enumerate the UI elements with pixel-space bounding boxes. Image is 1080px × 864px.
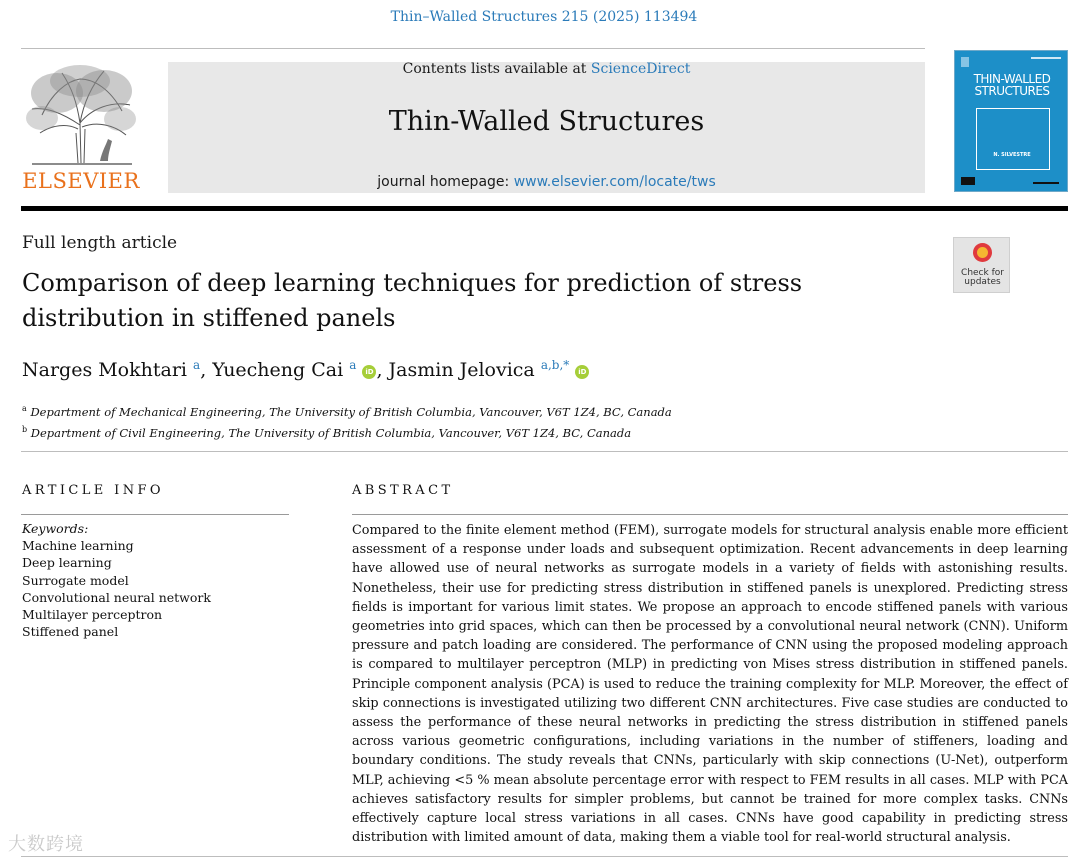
- abstract-rule: [352, 514, 1068, 515]
- header-thick-divider: [21, 206, 1068, 211]
- publisher-wordmark: ELSEVIER: [22, 169, 140, 193]
- cover-title: [955, 73, 1068, 97]
- article-title: Comparison of deep learning techniques for prediction of stress distribution in stiffened panels: [22, 269, 803, 332]
- check-updates-label: [954, 269, 1011, 287]
- cover-corner-mark: [961, 57, 969, 67]
- affiliation-text: Department of Civil Engineering, The University of British Columbia, Vancouver, V6T 1Z4, BC, Canada: [30, 425, 632, 440]
- check-for-updates-button[interactable]: [953, 237, 1010, 293]
- affiliation-item: [22, 400, 672, 421]
- article-info-heading: ARTICLE INFO: [22, 483, 164, 498]
- article-type: Full length article: [22, 233, 178, 253]
- keywords-section: [22, 520, 211, 640]
- cover-title-line1: THIN-WALLED: [973, 72, 1051, 86]
- tree-logo-icon: [22, 63, 140, 167]
- cover-publisher-mark: [961, 177, 975, 185]
- check-updates-line2: updates: [964, 277, 1001, 287]
- author-list: [22, 358, 589, 381]
- journal-homepage: [168, 174, 925, 190]
- check-updates-line1: Check for: [961, 268, 1004, 278]
- article-info-rule: [21, 514, 289, 515]
- cover-title-line2: STRUCTURES: [974, 84, 1050, 98]
- sciencedirect-link[interactable]: ScienceDirect: [590, 61, 691, 77]
- author-affiliation-mark[interactable]: a: [193, 358, 201, 372]
- affiliation-item: [22, 421, 672, 442]
- orcid-icon[interactable]: iD: [575, 365, 589, 379]
- contents-prefix: Contents lists available at: [402, 61, 587, 77]
- author-name[interactable]: Narges Mokhtari: [22, 359, 187, 381]
- keyword-item: Machine learning: [22, 538, 134, 554]
- homepage-prefix: journal homepage:: [377, 174, 510, 190]
- keyword-item: Stiffened panel: [22, 624, 119, 640]
- author-affiliation-mark[interactable]: a,b,*: [540, 358, 570, 372]
- affiliation-mark: a: [22, 404, 27, 413]
- cover-frame: [976, 108, 1050, 170]
- affiliation-text: Department of Mechanical Engineering, The University of British Columbia, Vancouver, V6T 1Z4, BC, Canada: [30, 404, 672, 419]
- footer-divider: [21, 856, 1068, 857]
- keywords-label: Keywords:: [22, 521, 89, 536]
- contents-availability: [168, 61, 925, 77]
- keyword-item: Surrogate model: [22, 572, 129, 588]
- journal-header-box: [168, 62, 925, 193]
- journal-reference[interactable]: Thin–Walled Structures 215 (2025) 113494: [390, 9, 698, 25]
- affiliation-mark: b: [22, 424, 28, 434]
- author-name[interactable]: Jasmin Jelovica: [388, 359, 535, 381]
- author-affiliation-mark[interactable]: a: [349, 358, 357, 372]
- abstract-text: Compared to the finite element method (FEM), surrogate models for structural analysis enable more efficient assessment of a response under loads and subsequent optimization. Recent advancements in deep learning have allowed use of neural networks as surrogate models in a variety of fields with astonishing results. Nonetheless, their use for predicting stress distribution in stiffened panels is unexplored. Predicting stress fields is important for various limit states. We propose an approach to encode stiffened panels with various geometries into grid spaces, which can then be processed by a convolutional neural network (CNN). Uniform pressure and patch loading are considered. The performance of CNN using the proposed modeling approach is compared to multilayer perceptron (MLP) in predicting von Mises stress distribution in stiffened panels. Principle component analysis (PCA) is used to reduce the training complexity for MLP. Moreover, the effect of skip connections is investigated utilizing two different CNN architectures. Five case studies are conducted to assess the performance of these neural networks in predicting the stress distribution in stiffened panels across various geometric configurations, including variations in the number of stiffeners, loading and boundary conditions. The study reveals that CNNs, particularly with skip connections (U-Net), outperform MLP, achieving <5 % mean absolute percentage error with respect to FEM results in all cases. MLP with PCA achieves satisfactory results for simpler problems, but cannot be trained for more complex tasks. CNNs effectively capture local stress variations in all cases. CNNs have good capability in predicting stress distribution with limited amount of data, making them a viable tool for real-world structural analysis.: [352, 523, 1068, 846]
- author-separator: ,: [376, 359, 389, 381]
- check-updates-icon-inner: [977, 247, 988, 258]
- check-updates-icon: [973, 243, 992, 262]
- cover-top-text-bar: [1031, 57, 1061, 59]
- cover-editor: N. SILVESTRE: [993, 152, 1031, 158]
- watermark-text: 大数跨境: [8, 834, 84, 855]
- keyword-item: Multilayer perceptron: [22, 607, 163, 623]
- journal-name: Thin-Walled Structures: [388, 106, 705, 137]
- keyword-item: Deep learning: [22, 555, 112, 571]
- section-divider: [21, 451, 1068, 452]
- journal-cover[interactable]: [954, 50, 1068, 192]
- abstract-heading: ABSTRACT: [352, 483, 454, 498]
- orcid-icon[interactable]: iD: [362, 365, 376, 379]
- publisher-logo[interactable]: [22, 63, 140, 193]
- homepage-link[interactable]: www.elsevier.com/locate/tws: [513, 174, 716, 190]
- author-name[interactable]: Yuecheng Cai: [212, 359, 344, 381]
- author-separator: ,: [200, 359, 213, 381]
- affiliation-list: [22, 400, 672, 442]
- header-top-divider: [21, 48, 925, 49]
- keyword-item: Convolutional neural network: [22, 589, 211, 605]
- cover-bottom-text-bar: [1033, 182, 1059, 184]
